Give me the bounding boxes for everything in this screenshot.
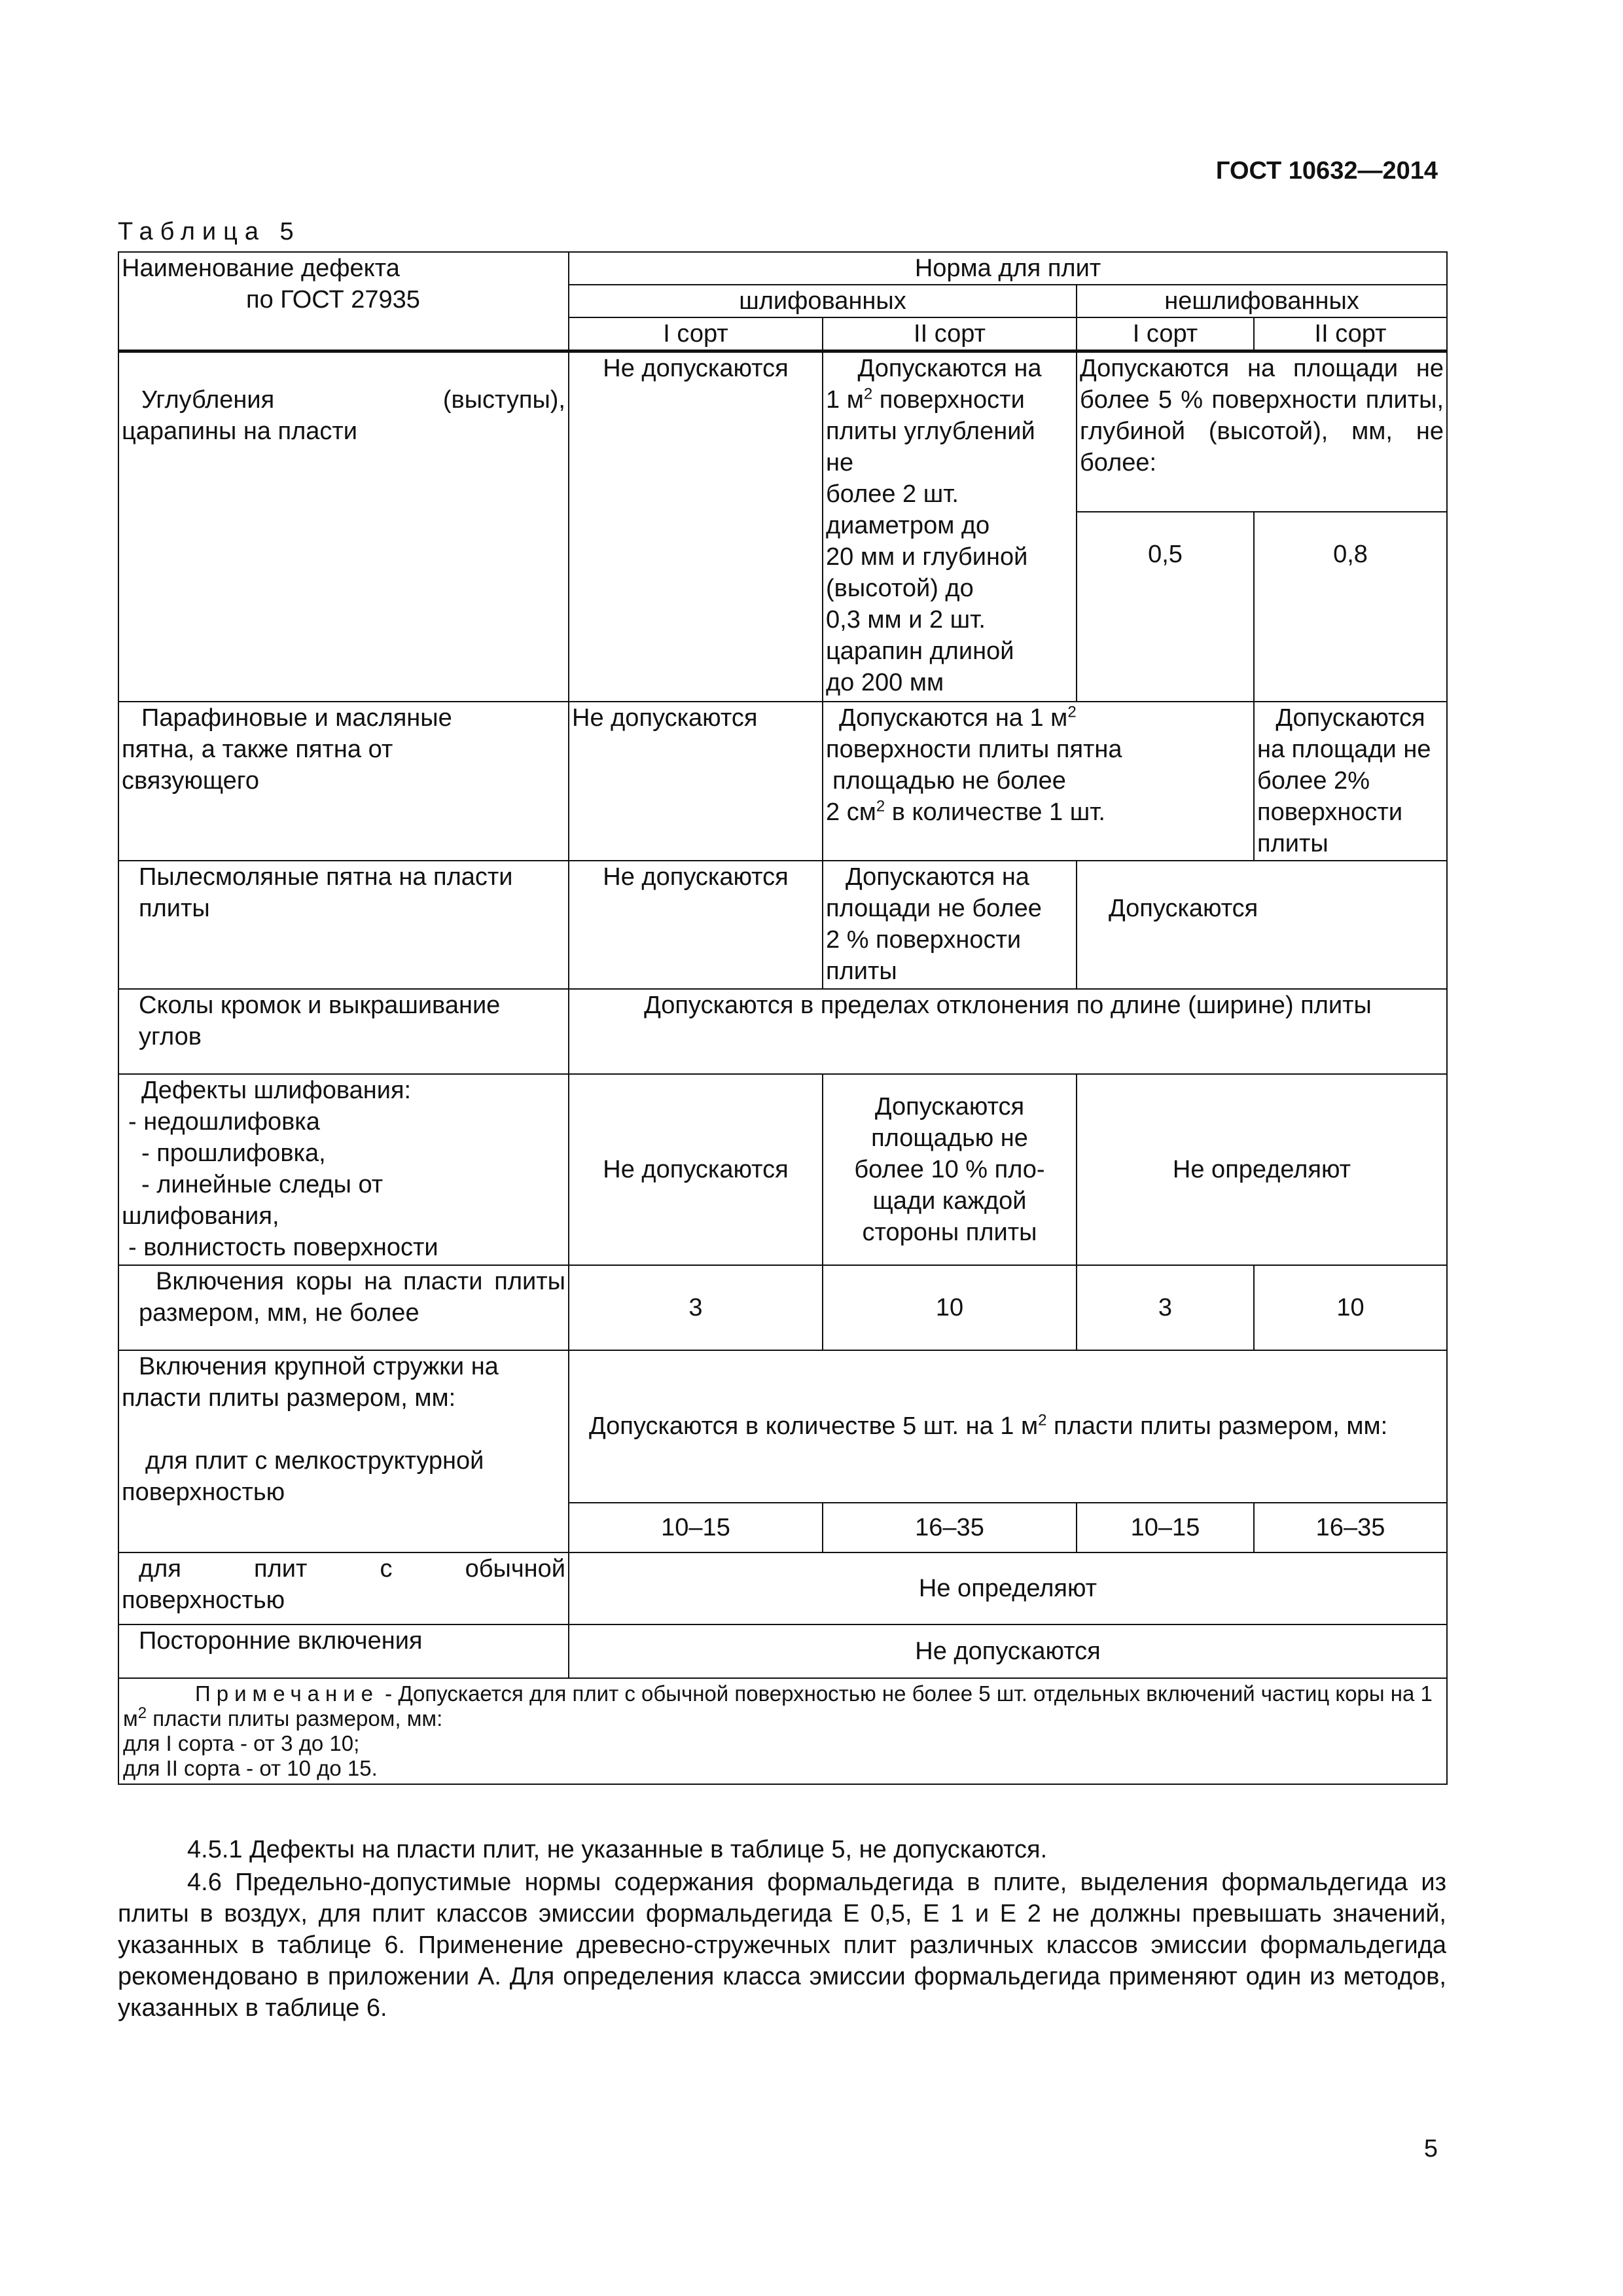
- row-name-chips: Сколы кромок и выкрашивание углов: [118, 989, 569, 1074]
- document-header: ГОСТ 10632—2014: [1215, 157, 1438, 185]
- sanding-unsanded: Не определяют: [1077, 1074, 1447, 1265]
- large-chips-grade2-unsanded: 16–35: [1254, 1503, 1447, 1552]
- header-sanded: шлифованных: [569, 285, 1077, 317]
- header-unsanded: нешлифованных: [1077, 285, 1447, 317]
- table-note-row: [118, 1678, 1447, 1784]
- bark-grade1-sanded: 3: [569, 1265, 823, 1350]
- table-row: [118, 989, 1447, 1074]
- table-row: [118, 1265, 1447, 1350]
- row-name-large-chips: Включения крупной стружки на пласти плиты размером, мм: для плит с мелкоструктурной поверхностью: [118, 1350, 569, 1552]
- table-row: [118, 1350, 1447, 1503]
- large-chips-grade1-unsanded: 10–15: [1077, 1503, 1254, 1552]
- header-grade-1: I сорт: [569, 317, 823, 351]
- regular-all: Не определяют: [569, 1552, 1447, 1624]
- bark-grade2-unsanded: 10: [1254, 1265, 1447, 1350]
- row-name-regular: для плит с обычной поверхностью: [118, 1552, 569, 1624]
- defects-table: [118, 251, 1448, 1785]
- dust-grade2-sanded: Допускаются на площади не более 2 % поверхности плиты: [823, 861, 1077, 989]
- spots-grade1-sanded: Не допускаются: [569, 702, 823, 861]
- table-caption: Таблица 5: [118, 218, 301, 245]
- row-name-foreign: Посторонние включения: [118, 1624, 569, 1678]
- table-row: [118, 861, 1447, 989]
- large-chips-grade2-sanded: 16–35: [823, 1503, 1077, 1552]
- dust-grade1-sanded: Не допускаются: [569, 861, 823, 989]
- row-name-bark: Включения коры на пласти плиты размером, мм, не более: [118, 1265, 569, 1350]
- chips-all: Допускаются в пределах отклонения по длине (ширине) плиты: [569, 989, 1447, 1074]
- row-name-sanding: Дефекты шлифования: - недошлифовка - прошлифовка, - линейные следы от шлифования, - волнистость поверхности: [118, 1074, 569, 1265]
- large-chips-text: Допускаются в количестве 5 шт. на 1 $м^2$ пласти плиты размером, мм:: [569, 1350, 1447, 1503]
- table-row: [118, 1074, 1447, 1265]
- header-norm: Норма для плит: [569, 252, 1447, 285]
- table-header-row: [118, 252, 1447, 285]
- row-name-dust: Пылесмоляные пятна на пласти плиты: [118, 861, 569, 989]
- large-chips-grade1-sanded: 10–15: [569, 1503, 823, 1552]
- dents-grade2-unsanded: 0,8: [1254, 512, 1447, 702]
- table-note: Примечание - Допускается для плит с обычной поверхностью не более 5 шт. отдельных включений частиц коры на 1 $м^2$ пласти плиты размером, мм: для I сорта - от 3 до 10; для II сорта - от 10 до 15.: [118, 1678, 1447, 1784]
- header-grade-1: I сорт: [1077, 317, 1254, 351]
- spots-middle: Допускаются на 1 $м^2$ поверхности плиты пятна площадью не более 2 $см^2$ в количестве 1 шт.: [823, 702, 1254, 861]
- header-grade-2: II сорт: [823, 317, 1077, 351]
- table-row: [118, 1624, 1447, 1678]
- dust-unsanded: Допускаются: [1077, 861, 1447, 989]
- table-row: [118, 1552, 1447, 1624]
- row-name-dents: Углубления (выступы), царапины на пласти: [118, 351, 569, 702]
- table-row: [118, 351, 1447, 512]
- dents-unsanded-text: Допускаются на площади не более 5 % поверхности плиты, глубиной (высотой), мм, не более:: [1077, 351, 1447, 512]
- page-number: 5: [1423, 2135, 1438, 2162]
- bark-grade1-unsanded: 3: [1077, 1265, 1254, 1350]
- dents-grade1-sanded: Не допускаются: [569, 351, 823, 702]
- header-defect-name: Наименование дефекта по ГОСТ 27935: [118, 252, 569, 351]
- dents-grade2-sanded: Допускаются на 1 $м^2$ поверхности плиты углублений не более 2 шт. диаметром до 20 мм и глубиной (высотой) до 0,3 мм и 2 шт. царапин длиной до 200 мм: [823, 351, 1077, 702]
- table-row: [118, 702, 1447, 861]
- paragraph-4-6: 4.6 Предельно-допустимые нормы содержания формальдегида в плите, выделения формальдегида из плиты в воздух, для плит классов эмиссии формальдегида Е 0,5, Е 1 и Е 2 не должны превышать значений, указанных в таблице 6. Применение древесно-стружечных плит различных классов эмиссии формальдегида рекомендовано в приложении А. Для определения класса эмиссии формальдегида применяют один из методов, указанных в таблице 6.: [118, 1869, 1446, 2022]
- header-grade-2: II сорт: [1254, 317, 1447, 351]
- row-name-spots: Парафиновые и масляные пятна, а также пятна от связующего: [118, 702, 569, 861]
- dents-grade1-unsanded: 0,5: [1077, 512, 1254, 702]
- sanding-grade2-sanded: Допускаются площадью не более 10 % пло- щади каждой стороны плиты: [823, 1074, 1077, 1265]
- bark-grade2-sanded: 10: [823, 1265, 1077, 1350]
- foreign-all: Не допускаются: [569, 1624, 1447, 1678]
- paragraph-4-5-1: 4.5.1 Дефекты на пласти плит, не указанные в таблице 5, не допускаются.: [187, 1836, 1048, 1863]
- spots-grade2-unsanded: Допускаются на площади не более 2% поверхности плиты: [1254, 702, 1447, 861]
- sanding-grade1-sanded: Не допускаются: [569, 1074, 823, 1265]
